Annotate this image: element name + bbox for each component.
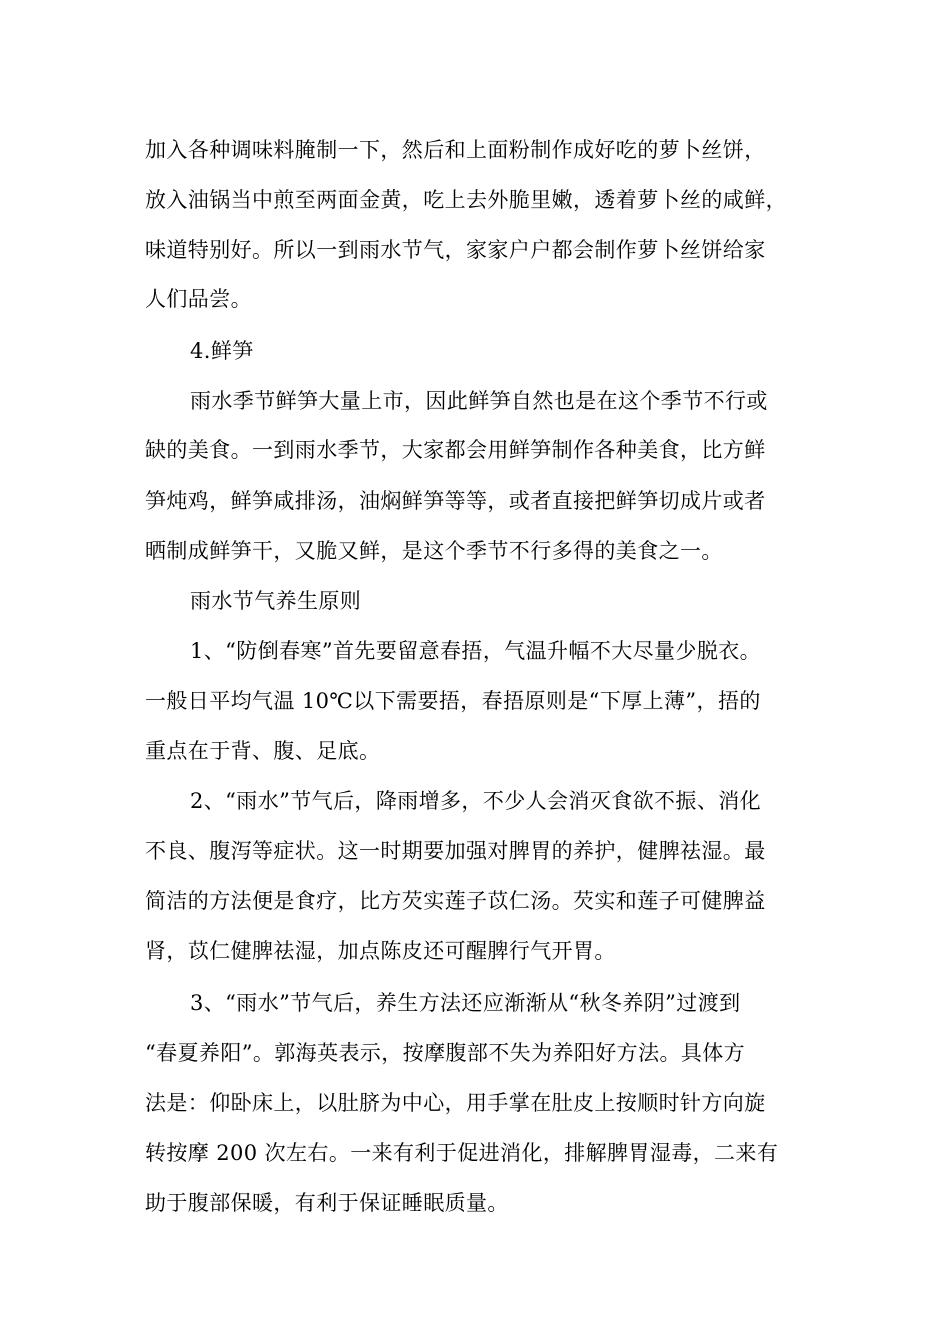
principle-1-line-2: 一般日平均气温 10℃以下需要捂，春捂原则是“下厚上薄”，捂的 [145, 689, 761, 713]
paragraph-line-6: 缺的美食。一到雨水季节，大家都会用鲜笋制作各种美食，比方鲜 [145, 438, 766, 462]
principle-2-line-1: 2、“雨水”节气后，降雨增多，不少人会消灭食欲不振、消化 [190, 789, 762, 813]
principle-3-line-2: “春夏养阳”。郭海英表示，按摩腹部不失为养阳好方法。具体方 [145, 1041, 746, 1065]
principle-3-line-1: 3、“雨水”节气后，养生方法还应渐渐从“秋冬养阴”过渡到 [190, 991, 741, 1015]
paragraph-line-8: 晒制成鲜笋干，又脆又鲜，是这个季节不行多得的美食之一。 [145, 539, 723, 563]
principle-2-line-2: 不良、腹泻等症状。这一时期要加强对脾胃的养护，健脾祛湿。最 [145, 839, 766, 863]
principle-2-line-4: 肾，苡仁健脾祛湿，加点陈皮还可醒脾行气开胃。 [145, 939, 616, 963]
principle-1-line-3: 重点在于背、腹、足底。 [145, 739, 381, 763]
paragraph-line-1: 加入各种调味料腌制一下，然后和上面粉制作成好吃的萝卜丝饼， [145, 138, 766, 162]
principle-3-line-3: 法是：仰卧床上，以肚脐为中心，用手掌在肚皮上按顺时针方向旋 [145, 1091, 766, 1115]
paragraph-line-7: 笋炖鸡，鲜笋咸排汤，油焖鲜笋等等，或者直接把鲜笋切成片或者 [145, 489, 766, 513]
paragraph-line-4: 人们品尝。 [145, 287, 252, 311]
principle-2-line-3: 简洁的方法便是食疗，比方芡实莲子苡仁汤。芡实和莲子可健脾益 [145, 889, 766, 913]
principle-3-line-5: 助于腹部保暖，有利于保证睡眠质量。 [145, 1191, 509, 1215]
paragraph-line-3: 味道特别好。所以一到雨水节气，家家户户都会制作萝卜丝饼给家 [145, 238, 766, 262]
section-heading-health-principles: 雨水节气养生原则 [190, 589, 362, 613]
paragraph-line-2: 放入油锅当中煎至两面金黄，吃上去外脆里嫩，透着萝卜丝的咸鲜， [145, 188, 787, 212]
section-heading-fresh-bamboo: 4.鲜笋 [190, 339, 254, 363]
paragraph-line-5: 雨水季节鲜笋大量上市，因此鲜笋自然也是在这个季节不行或 [190, 389, 768, 413]
principle-1-line-1: 1、“防倒春寒”首先要留意春捂，气温升幅不大尽量少脱衣。 [190, 639, 762, 663]
principle-3-line-4: 转按摩 200 次左右。一来有利于促进消化，排解脾胃湿毒，二来有 [145, 1141, 779, 1165]
